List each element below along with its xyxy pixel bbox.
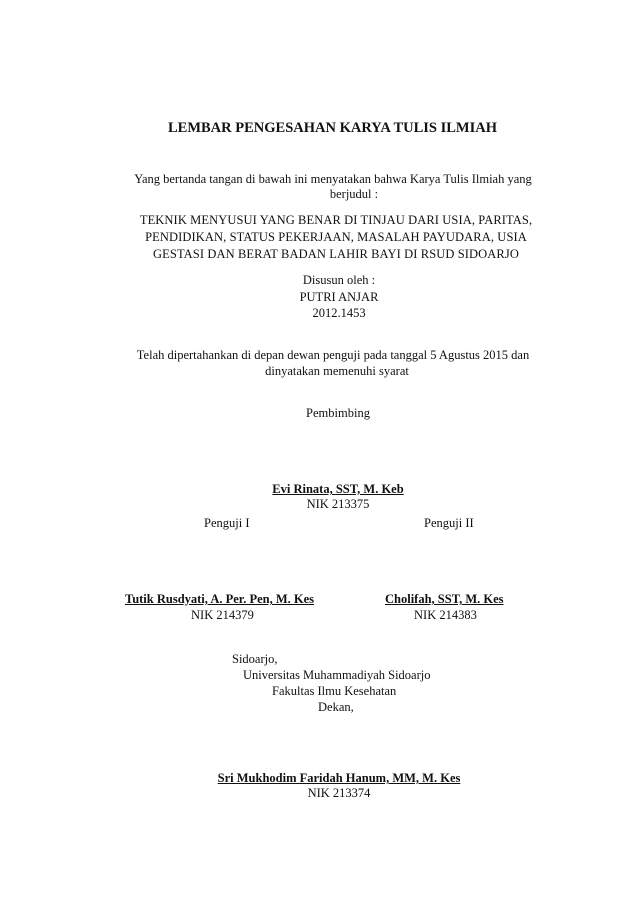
defense-line-1: Telah dipertahankan di depan dewan penguji pada tanggal 5 Agustus 2015 dan <box>136 348 530 362</box>
university-name: Universitas Muhammadiyah Sidoarjo <box>243 668 431 682</box>
examiner-2-nik: NIK 214383 <box>414 608 477 622</box>
examiner-2-name: Cholifah, SST, M. Kes <box>385 592 504 606</box>
supervisor-role: Pembimbing <box>306 406 370 420</box>
place-label: Sidoarjo, <box>232 652 278 666</box>
intro-line-2: berjudul : <box>329 187 379 201</box>
thesis-title-line-2: PENDIDIKAN, STATUS PEKERJAAN, MASALAH PAYUDARA, USIA <box>145 230 527 244</box>
dean-nik: NIK 213374 <box>307 786 371 800</box>
author-id: 2012.1453 <box>312 306 366 320</box>
examiner-1-role: Penguji I <box>204 516 250 530</box>
intro-line-1: Yang bertanda tangan di bawah ini menyatakan bahwa Karya Tulis Ilmiah yang <box>134 172 532 186</box>
defense-line-2: dinyatakan memenuhi syarat <box>265 364 409 378</box>
author-name: PUTRI ANJAR <box>299 290 379 304</box>
examiner-2-role: Penguji II <box>424 516 474 530</box>
document-title: LEMBAR PENGESAHAN KARYA TULIS ILMIAH <box>167 120 498 136</box>
thesis-title-line-1: TEKNIK MENYUSUI YANG BENAR DI TINJAU DARI USIA, PARITAS, <box>139 213 533 227</box>
faculty-name: Fakultas Ilmu Kesehatan <box>272 684 397 698</box>
supervisor-name: Evi Rinata, SST, M. Keb <box>272 482 404 496</box>
dean-label: Dekan, <box>318 700 354 714</box>
dean-name: Sri Mukhodim Faridah Hanum, MM, M. Kes <box>217 771 461 785</box>
author-label: Disusun oleh : <box>302 273 376 287</box>
examiner-1-name: Tutik Rusdyati, A. Per. Pen, M. Kes <box>125 592 315 606</box>
supervisor-nik: NIK 213375 <box>306 497 370 511</box>
examiner-1-nik: NIK 214379 <box>191 608 254 622</box>
thesis-title-line-3: GESTASI DAN BERAT BADAN LAHIR BAYI DI RSUD SIDOARJO <box>153 247 519 261</box>
